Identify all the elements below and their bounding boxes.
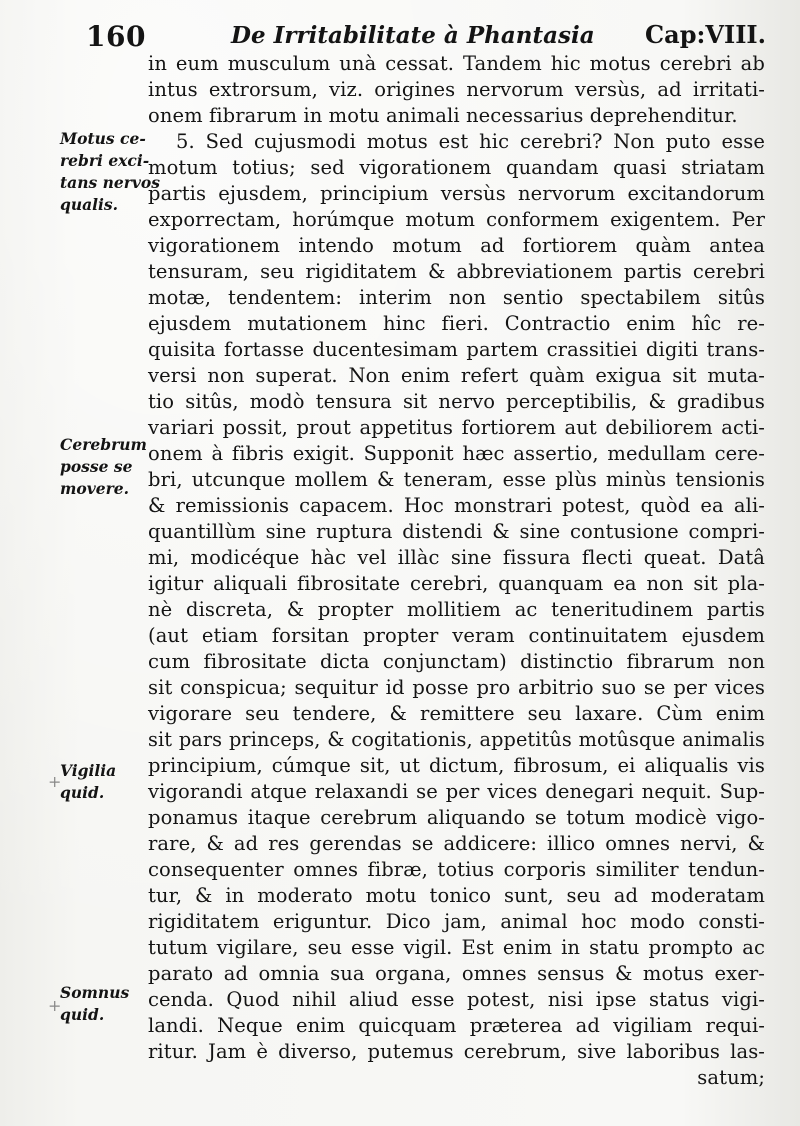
text-line: (aut etiam forsitan propter veram continuitatem ejusdem xyxy=(148,624,765,647)
text-line: mi, modicéque hàc vel illàc sine fissura flecti queat. Datâ xyxy=(148,546,765,569)
marginal-note-line: Motus ce- xyxy=(60,129,146,148)
marginal-note-line: quid. xyxy=(60,783,105,802)
marginal-note-line: rebri exci- xyxy=(60,151,150,170)
text-line: sit conspicua; sequitur id posse pro arbitrio suo se per vices xyxy=(148,676,765,699)
text-line: intus extrorsum, viz. origines nervorum versùs, ad irritati- xyxy=(148,78,765,101)
text-line: ejusdem mutationem hinc fieri. Contractio enim hîc re- xyxy=(148,312,765,335)
text-line: variari possit, prout appetitus fortiorem aut debiliorem acti- xyxy=(148,416,765,439)
text-line: partis ejusdem, principium versùs nervorum excitandorum xyxy=(148,182,765,205)
marginal-note-line: movere. xyxy=(60,479,130,498)
marginal-note-line: tans nervos xyxy=(60,173,160,192)
text-line: ritur. Jam è diverso, putemus cerebrum, sive laboribus las- xyxy=(148,1040,765,1063)
marginal-note-vigilia xyxy=(60,760,150,804)
text-line: tutum vigilare, seu esse vigil. Est enim in statu prompto ac xyxy=(148,936,765,959)
text-line: cenda. Quod nihil aliud esse potest, nisi ipse status vigi- xyxy=(148,988,765,1011)
plus-mark-icon: + xyxy=(48,772,62,791)
text-line: bri, utcunque mollem & teneram, esse plùs minùs tensionis xyxy=(148,468,765,491)
page-number: 160 xyxy=(86,20,146,53)
marginal-note-motus-cerebri xyxy=(60,128,160,216)
text-line: cum fibrositate dicta conjunctam) distinctio fibrarum non xyxy=(148,650,765,673)
text-line: onem à fibris exigit. Supponit hæc assertio, medullam cere- xyxy=(148,442,765,465)
text-line: vigorandi atque relaxandi se per vices denegari nequit. Sup- xyxy=(148,780,765,803)
text-line: ponamus itaque cerebrum aliquando se totum modicè vigo- xyxy=(148,806,765,829)
text-line: exporrectam, horúmque motum conformem exigentem. Per xyxy=(148,208,765,231)
text-line: tio sitûs, modò tensura sit nervo perceptibilis, & gradibus xyxy=(148,390,765,413)
text-line: satum; xyxy=(697,1066,765,1089)
text-line: quisita fortasse ducentesimam partem crassitiei digiti trans- xyxy=(148,338,765,361)
text-line: rigiditatem eriguntur. Dico jam, animal hoc modo consti- xyxy=(148,910,765,933)
marginal-note-somnus xyxy=(60,982,150,1026)
page-header xyxy=(86,16,766,52)
text-line: igitur aliquali fibrositate cerebri, quanquam ea non sit pla- xyxy=(148,572,765,595)
text-line: rare, & ad res gerendas se addicere: illico omnes nervi, & xyxy=(148,832,765,855)
text-line: consequenter omnes fibræ, totius corporis similiter tendun- xyxy=(148,858,765,881)
plus-mark-icon: + xyxy=(48,996,62,1015)
text-line: 5. Sed cujusmodi motus est hic cerebri? Non puto esse xyxy=(176,130,765,153)
text-line: vigorationem intendo motum ad fortiorem quàm antea xyxy=(148,234,765,257)
chapter-heading: Cap:VIII. xyxy=(645,20,766,49)
text-line: & remissionis capacem. Hoc monstrari potest, quòd ea ali- xyxy=(148,494,765,517)
text-line: motæ, tendentem: interim non sentio spectabilem sitûs xyxy=(148,286,765,309)
marginal-note-line: Vigilia xyxy=(60,761,117,780)
body-text xyxy=(148,51,765,1091)
marginal-note-line: qualis. xyxy=(60,195,119,214)
text-line: vigorare seu tendere, & remittere seu laxare. Cùm enim xyxy=(148,702,765,725)
marginal-note-line: Somnus xyxy=(60,983,130,1002)
text-line: onem fibrarum in motu animali necessarius deprehenditur. xyxy=(148,104,738,127)
marginal-note-line: quid. xyxy=(60,1005,105,1024)
marginal-note-cerebrum-posse xyxy=(60,434,150,500)
running-title: De Irritabilitate à Phantasia xyxy=(231,22,595,49)
text-line: versi non superat. Non enim refert quàm exigua sit muta- xyxy=(148,364,765,387)
text-line: principium, cúmque sit, ut dictum, fibrosum, ei aliqualis vis xyxy=(148,754,765,777)
text-line: in eum musculum unà cessat. Tandem hic motus cerebri ab xyxy=(148,52,765,75)
text-line: motum totius; sed vigorationem quandam quasi striatam xyxy=(148,156,765,179)
text-line: tur, & in moderato motu tonico sunt, seu ad moderatam xyxy=(148,884,765,907)
text-line: nè discreta, & propter mollitiem ac teneritudinem partis xyxy=(148,598,765,621)
text-line: tensuram, seu rigiditatem & abbreviationem partis cerebri xyxy=(148,260,765,283)
text-line: quantillùm sine ruptura distendi & sine contusione compri- xyxy=(148,520,765,543)
text-line: landi. Neque enim quicquam præterea ad vigiliam requi- xyxy=(148,1014,765,1037)
text-line: sit pars princeps, & cogitationis, appetitûs motûsque animalis xyxy=(148,728,765,751)
marginal-note-line: Cerebrum xyxy=(60,435,147,454)
marginal-note-line: posse se xyxy=(60,457,133,476)
text-line: parato ad omnia sua organa, omnes sensus & motus exer- xyxy=(148,962,765,985)
